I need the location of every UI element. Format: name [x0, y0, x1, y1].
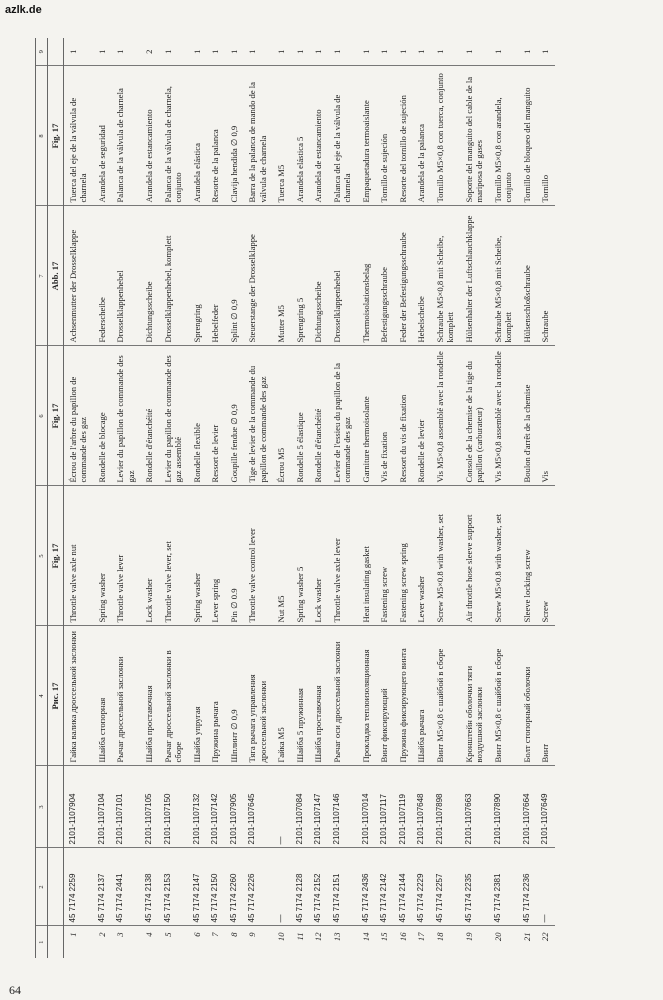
catalog-code: 45 7174 2151 [328, 848, 357, 926]
name-fr: Écrou de l'arbre du papillon de commande des gaz [63, 346, 93, 486]
item-number: 15 [379, 932, 389, 942]
name-ru: Болт стопорный оболочки [518, 626, 537, 766]
name-fr: Goupille fendue ∅ 0,9 [225, 346, 244, 486]
part-number: 2101-1107663 [460, 766, 489, 848]
name-de: Mutter M5 [272, 206, 291, 346]
name-fr: Rondelle flexible [188, 346, 207, 486]
part-number: 2101-1107084 [291, 766, 310, 848]
name-es: Arandela elástica 5 [291, 66, 310, 206]
name-de: Federscheibe [93, 206, 112, 346]
table-row [309, 38, 328, 958]
quantity: 1 [225, 38, 244, 66]
catalog-code: 45 7174 2144 [394, 848, 413, 926]
name-en: Pin ∅ 0.9 [225, 486, 244, 626]
part-number: 2101-1107905 [225, 766, 244, 848]
column-number: 3 [36, 766, 48, 848]
name-es: Empaquetadura termoaislante [357, 66, 376, 206]
name-de: Splint ∅ 0,9 [225, 206, 244, 346]
name-es: Arandela de seguridad [93, 66, 112, 206]
name-de: Hülsenschloßschraube [518, 206, 537, 346]
name-es: Arandela de estancamiento [140, 66, 159, 206]
item-number: 19 [463, 932, 474, 942]
table-row [111, 38, 140, 958]
name-es: Barra de la palanca de mando de la válvula de charnela [243, 66, 272, 206]
quantity: 1 [188, 38, 207, 66]
name-de: Drosselklappenhebel [328, 206, 357, 346]
name-ru: Рычаг дроссельной заслонки [111, 626, 140, 766]
name-es: Tornillo de sujeción [375, 66, 394, 206]
name-ru: Рычаг дроссельной заслонки в сборе [159, 626, 188, 766]
part-number: 2101-1107147 [309, 766, 328, 848]
name-de: Thermoisolationsbelag [357, 206, 376, 346]
parts-rows [63, 38, 555, 958]
part-number: 2101-1107645 [243, 766, 272, 848]
name-de: Steuerstange der Drosselklappe [243, 206, 272, 346]
name-es: Arandela de la palanca [412, 66, 431, 206]
item-number: 14 [360, 932, 371, 942]
column-number: 1 [36, 926, 48, 958]
name-ru: Шайба упругая [188, 626, 207, 766]
name-de: Schraube M5×0,8 mit Scheibe, komplett [431, 206, 460, 346]
name-fr: Rondelle 5 élastique [291, 346, 310, 486]
quantity: 1 [309, 38, 328, 66]
name-es: Tuerca M5 [272, 66, 291, 206]
table-row [412, 38, 431, 958]
empty-header [48, 926, 64, 958]
name-fr: Tige de levier de la commande du papillon de commande des gaz [243, 346, 272, 486]
name-en: Air throttle hose sleeve support [460, 486, 489, 626]
name-en: Lock washer [140, 486, 159, 626]
name-ru: Гайка М5 [272, 626, 291, 766]
name-en: Nut M5 [272, 486, 291, 626]
name-de: Schraube M5×0,8 mit Scheibe, komplett [489, 206, 518, 346]
part-number: 2101-1107142 [206, 766, 225, 848]
quantity: 1 [206, 38, 225, 66]
name-en: Spring washer [93, 486, 112, 626]
name-ru: Тяга рычага управления дроссельной заслонки [243, 626, 272, 766]
catalog-code: 45 7174 2142 [375, 848, 394, 926]
part-number: 2101-1107146 [328, 766, 357, 848]
name-de: Sprengring [188, 206, 207, 346]
name-es: Resorte del tornillo de sujeción [394, 66, 413, 206]
catalog-code: 45 7174 2226 [243, 848, 272, 926]
page-number: 64 [9, 983, 21, 997]
name-de: Drosselklappenhebel [111, 206, 140, 346]
part-number: 2101-1107014 [357, 766, 376, 848]
item-number: 12 [313, 932, 323, 942]
quantity: 1 [412, 38, 431, 66]
name-en: Screw M5×0.8 with washer, set [431, 486, 460, 626]
item-number: 13 [331, 932, 342, 942]
name-fr: Ressort du vis de fixation [394, 346, 413, 486]
catalog-code: 45 7174 2150 [206, 848, 225, 926]
part-number: 2101-1107898 [431, 766, 460, 848]
quantity: 1 [159, 38, 188, 66]
part-number: 2101-1107132 [188, 766, 207, 848]
quantity: 1 [431, 38, 460, 66]
quantity: 1 [536, 38, 555, 66]
part-number: 2101-1107119 [394, 766, 413, 848]
name-es: Tuerca del eje de la válvula de charnela [63, 66, 93, 206]
catalog-code: 45 7174 2152 [309, 848, 328, 926]
name-en: Sleeve locking screw [518, 486, 537, 626]
part-number: 2101-1107150 [159, 766, 188, 848]
table-row [489, 38, 518, 958]
name-de: Dichtungsscheibe [140, 206, 159, 346]
table-row [518, 38, 537, 958]
name-es: Palanca del eje de la válvula de charnela [328, 66, 357, 206]
quantity: 1 [272, 38, 291, 66]
name-ru: Прокладка теплоизоляционная [357, 626, 376, 766]
item-number: 9 [247, 932, 257, 937]
name-en: Lever washer [412, 486, 431, 626]
catalog-code: 45 7174 2147 [188, 848, 207, 926]
table-row [328, 38, 357, 958]
part-number: 2101-1107117 [375, 766, 394, 848]
catalog-code: 45 7174 2236 [518, 848, 537, 926]
quantity: 1 [111, 38, 140, 66]
catalog-code: — [272, 848, 291, 926]
table-row [291, 38, 310, 958]
item-number: 2 [96, 932, 107, 937]
catalog-code: 45 7174 2260 [225, 848, 244, 926]
table-row [159, 38, 188, 958]
language-header-row [48, 38, 64, 958]
table-row [63, 38, 93, 958]
item-number: 1 [67, 932, 78, 937]
quantity: 1 [93, 38, 112, 66]
column-number: 7 [36, 206, 48, 346]
part-number: — [272, 766, 291, 848]
table-row [206, 38, 225, 958]
part-number: 2101-1107904 [63, 766, 93, 848]
column-number: 4 [36, 626, 48, 766]
column-number-row [36, 38, 48, 958]
part-number: 2101-1107105 [140, 766, 159, 848]
name-ru: Рычаг оси дроссельной заслонки [328, 626, 357, 766]
name-de: Dichtungsscheibe [309, 206, 328, 346]
name-ru: Шплинт ∅ 0,9 [225, 626, 244, 766]
item-number: 7 [210, 932, 220, 937]
name-fr: Rondelle de levier [412, 346, 431, 486]
name-en: Fastening screw spring [394, 486, 413, 626]
item-number: 16 [397, 932, 408, 942]
empty-header [48, 848, 64, 926]
item-number: 5 [162, 932, 173, 937]
catalog-code: 45 7174 2138 [140, 848, 159, 926]
quantity: 1 [489, 38, 518, 66]
name-de: Hebelscheibe [412, 206, 431, 346]
name-ru: Шайба проставочная [140, 626, 159, 766]
name-es: Palanca de la válvula de charnela, conjunto [159, 66, 188, 206]
empty-header [48, 38, 64, 66]
table-row [375, 38, 394, 958]
name-es: Tornillo [536, 66, 555, 206]
catalog-code: 45 7174 2235 [460, 848, 489, 926]
part-number: 2101-1107648 [412, 766, 431, 848]
name-ru: Шайба стопорная [93, 626, 112, 766]
name-ru: Пружина фиксирующего винта [394, 626, 413, 766]
quantity: 1 [394, 38, 413, 66]
name-ru: Винт М5×0,8 с шайбой в сборе [489, 626, 518, 766]
quantity: 1 [375, 38, 394, 66]
table-row [272, 38, 291, 958]
item-number: 17 [416, 932, 426, 942]
catalog-code: 45 7174 2137 [93, 848, 112, 926]
name-en: Spring washer 5 [291, 486, 310, 626]
name-ru: Винт фиксирующий [375, 626, 394, 766]
quantity: 1 [63, 38, 93, 66]
name-de: Befestigungsschraube [375, 206, 394, 346]
table-row [536, 38, 555, 958]
catalog-code: 45 7174 2381 [489, 848, 518, 926]
parts-table [35, 38, 555, 958]
column-number: 2 [36, 848, 48, 926]
name-es: Arandela elástica [188, 66, 207, 206]
name-de: Sprengring 5 [291, 206, 310, 346]
name-de: Schraube [536, 206, 555, 346]
name-ru: Пружина рычага [206, 626, 225, 766]
table-row [394, 38, 413, 958]
catalog-code: 45 7174 2229 [412, 848, 431, 926]
catalog-code: 45 7174 2257 [431, 848, 460, 926]
parts-table-sheet [35, 38, 655, 958]
name-ru: Шайба рычага [412, 626, 431, 766]
item-number: 4 [144, 932, 154, 937]
part-number: 2101-1107104 [93, 766, 112, 848]
name-de: Achsenmutter der Drosselklappe [63, 206, 93, 346]
quantity: 2 [140, 38, 159, 66]
name-es: Clavija hendida ∅ 0,9 [225, 66, 244, 206]
table-row [140, 38, 159, 958]
name-es: Palanca de la válvula de charnela [111, 66, 140, 206]
name-de: Feder der Befestigungsschraube [394, 206, 413, 346]
item-number: 8 [228, 932, 239, 937]
name-en: Fastening screw [375, 486, 394, 626]
name-fr: Rondelle de blocage [93, 346, 112, 486]
name-en: Heat insulating gasket [357, 486, 376, 626]
quantity: 1 [291, 38, 310, 66]
header-es: Fig. 17 [48, 66, 64, 206]
item-number: 10 [276, 932, 286, 942]
name-fr: Levier de l'essieu du papillon de la commande des gaz [328, 346, 357, 486]
catalog-code: 45 7174 2128 [291, 848, 310, 926]
name-en: Screw M5×0.8 with washer, set [489, 486, 518, 626]
name-en: Lever spring [206, 486, 225, 626]
name-fr: Rondelle d'étanchéité [309, 346, 328, 486]
table-row [243, 38, 272, 958]
catalog-code: 45 7174 2153 [159, 848, 188, 926]
name-es: Soporte del manguito del cable de la mariposa de gases [460, 66, 489, 206]
header-en: Fig. 17 [48, 486, 64, 626]
table-row [188, 38, 207, 958]
name-ru: Шайба 5 пружинная [291, 626, 310, 766]
name-fr: Console de la chemise de la tige du papillon (carburateur) [460, 346, 489, 486]
name-en: Throttle valve axle nut [63, 486, 93, 626]
name-fr: Vis de fixation [375, 346, 394, 486]
quantity: 1 [243, 38, 272, 66]
name-en: Throttle valve lever [111, 486, 140, 626]
item-number: 20 [492, 932, 503, 942]
name-fr: Levier du papillon de commande des gaz assemblé [159, 346, 188, 486]
name-fr: Vis [536, 346, 555, 486]
name-fr: Vis M5×0,8 assemblé avec la rondelle [431, 346, 460, 486]
quantity: 1 [328, 38, 357, 66]
name-es: Resorte de la palanca [206, 66, 225, 206]
name-ru: Винт [536, 626, 555, 766]
name-fr: Levier du papillon de commande des gaz [111, 346, 140, 486]
item-number: 22 [540, 932, 550, 942]
name-es: Tornillo M5×0,8 con tuerca, conjunto [431, 66, 460, 206]
table-row [431, 38, 460, 958]
name-en: Throttle valve axle lever [328, 486, 357, 626]
table-row [357, 38, 376, 958]
part-number: 2101-1107664 [518, 766, 537, 848]
item-number: 3 [115, 932, 125, 937]
item-number: 6 [191, 932, 202, 937]
table-row [460, 38, 489, 958]
table-row [93, 38, 112, 958]
name-ru: Кронштейн оболочки тяги воздушной заслонки [460, 626, 489, 766]
name-fr: Vis M5×0,8 assemblé avec la rondelle [489, 346, 518, 486]
catalog-code: — [536, 848, 555, 926]
name-es: Tornillo de bloqueo del manguito [518, 66, 537, 206]
site-watermark: azlk.de [5, 4, 42, 16]
name-es: Tornillo M5×0,8 con arandela, conjunto [489, 66, 518, 206]
name-en: Screw [536, 486, 555, 626]
name-en: Spring washer [188, 486, 207, 626]
part-number: 2101-1107101 [111, 766, 140, 848]
item-number: 21 [521, 932, 532, 942]
quantity: 1 [357, 38, 376, 66]
column-number: 5 [36, 486, 48, 626]
name-ru: Винт М5×0,8 с шайбой в сборе [431, 626, 460, 766]
column-number: 9 [36, 38, 48, 66]
part-number: 2101-1107649 [536, 766, 555, 848]
name-fr: Écrou M5 [272, 346, 291, 486]
name-es: Arandela de estancamiento [309, 66, 328, 206]
part-number: 2101-1107890 [489, 766, 518, 848]
name-en: Lock washer [309, 486, 328, 626]
catalog-code: 45 7174 2436 [357, 848, 376, 926]
name-en: Throttle valve control lever [243, 486, 272, 626]
quantity: 1 [518, 38, 537, 66]
name-ru: Шайба проставочная [309, 626, 328, 766]
name-fr: Boulon d'arrêt de la chemise [518, 346, 537, 486]
header-ru: Рис. 17 [48, 626, 64, 766]
name-de: Hülsenhalter der Luftschlauchklappe [460, 206, 489, 346]
empty-header [48, 766, 64, 848]
name-en: Throttle valve lever, set [159, 486, 188, 626]
table-row [225, 38, 244, 958]
column-number: 8 [36, 66, 48, 206]
column-number: 6 [36, 346, 48, 486]
catalog-code: 45 7174 2441 [111, 848, 140, 926]
item-number: 11 [294, 932, 305, 941]
name-de: Drosselklappenhebel, komplett [159, 206, 188, 346]
name-ru: Гайка валика дроссельной заслонки [63, 626, 93, 766]
name-fr: Garniture thermoisolante [357, 346, 376, 486]
name-fr: Rondelle d'étanchéité [140, 346, 159, 486]
name-fr: Ressort de levier [206, 346, 225, 486]
item-number: 18 [434, 932, 445, 942]
header-de: Abb. 17 [48, 206, 64, 346]
name-de: Hebelfeder [206, 206, 225, 346]
header-fr: Fig. 17 [48, 346, 64, 486]
quantity: 1 [460, 38, 489, 66]
catalog-code: 45 7174 2259 [63, 848, 93, 926]
